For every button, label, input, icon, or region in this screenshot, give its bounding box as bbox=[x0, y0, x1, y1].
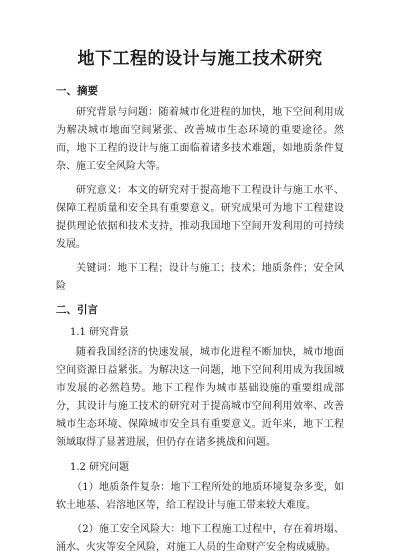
abstract-significance-paragraph: 研究意义：本文的研究对于提高地下工程设计与施工水平、保障工程质量和安全具有重要意义。研究成果可为地下工程建设提供理论依据和技术支持，推动我国地下空间开发利用的可持续发展。 bbox=[56, 185, 344, 250]
abstract-heading: 一、摘要 bbox=[56, 85, 98, 97]
abstract-background-paragraph: 研究背景与问题：随着城市化进程的加快，地下空间利用成为解决城市地面空间紧张、改善城市生态环境的重要途径。然而，地下工程的设计与施工面临着诸多技术难题，如地质条件复杂、施工安全风险大等。 bbox=[56, 107, 344, 172]
intro-heading: 二、引言 bbox=[56, 304, 98, 316]
keywords-line: 关键词：地下工程；设计与施工；技术；地质条件；安全风险 bbox=[56, 263, 344, 292]
page-title: 地下工程的设计与施工技术研究 bbox=[77, 49, 323, 69]
research-background-paragraph: 随着我国经济的快速发展，城市化进程不断加快，城市地面空间资源日益紧张。为解决这一问题，地下空间利用成为我国城市发展的必然趋势。地下工程作为城市基础设施的重要组成部分，其设计与施工技术的研究对于提高城市空间利用效率、改善城市生态环境、保障城市安全具有重要意义。近年来，地下工程领域取得了显著进展，但仍存在诸多挑战和问题。 bbox=[56, 347, 344, 448]
research-questions-heading: 1.2 研究问题 bbox=[70, 462, 130, 473]
research-background-heading: 1.1 研究背景 bbox=[70, 327, 130, 338]
research-question-item-2: （2）施工安全风险大：地下工程施工过程中，存在着坍塌、涌水、火灾等安全风险，对施工人员的生命财产安全构成威胁。 bbox=[56, 524, 344, 553]
research-question-item-1: （1）地质条件复杂：地下工程所处的地质环境复杂多变，如软土地基、岩溶地区等，给工程设计与施工带来较大难度。 bbox=[56, 482, 344, 511]
